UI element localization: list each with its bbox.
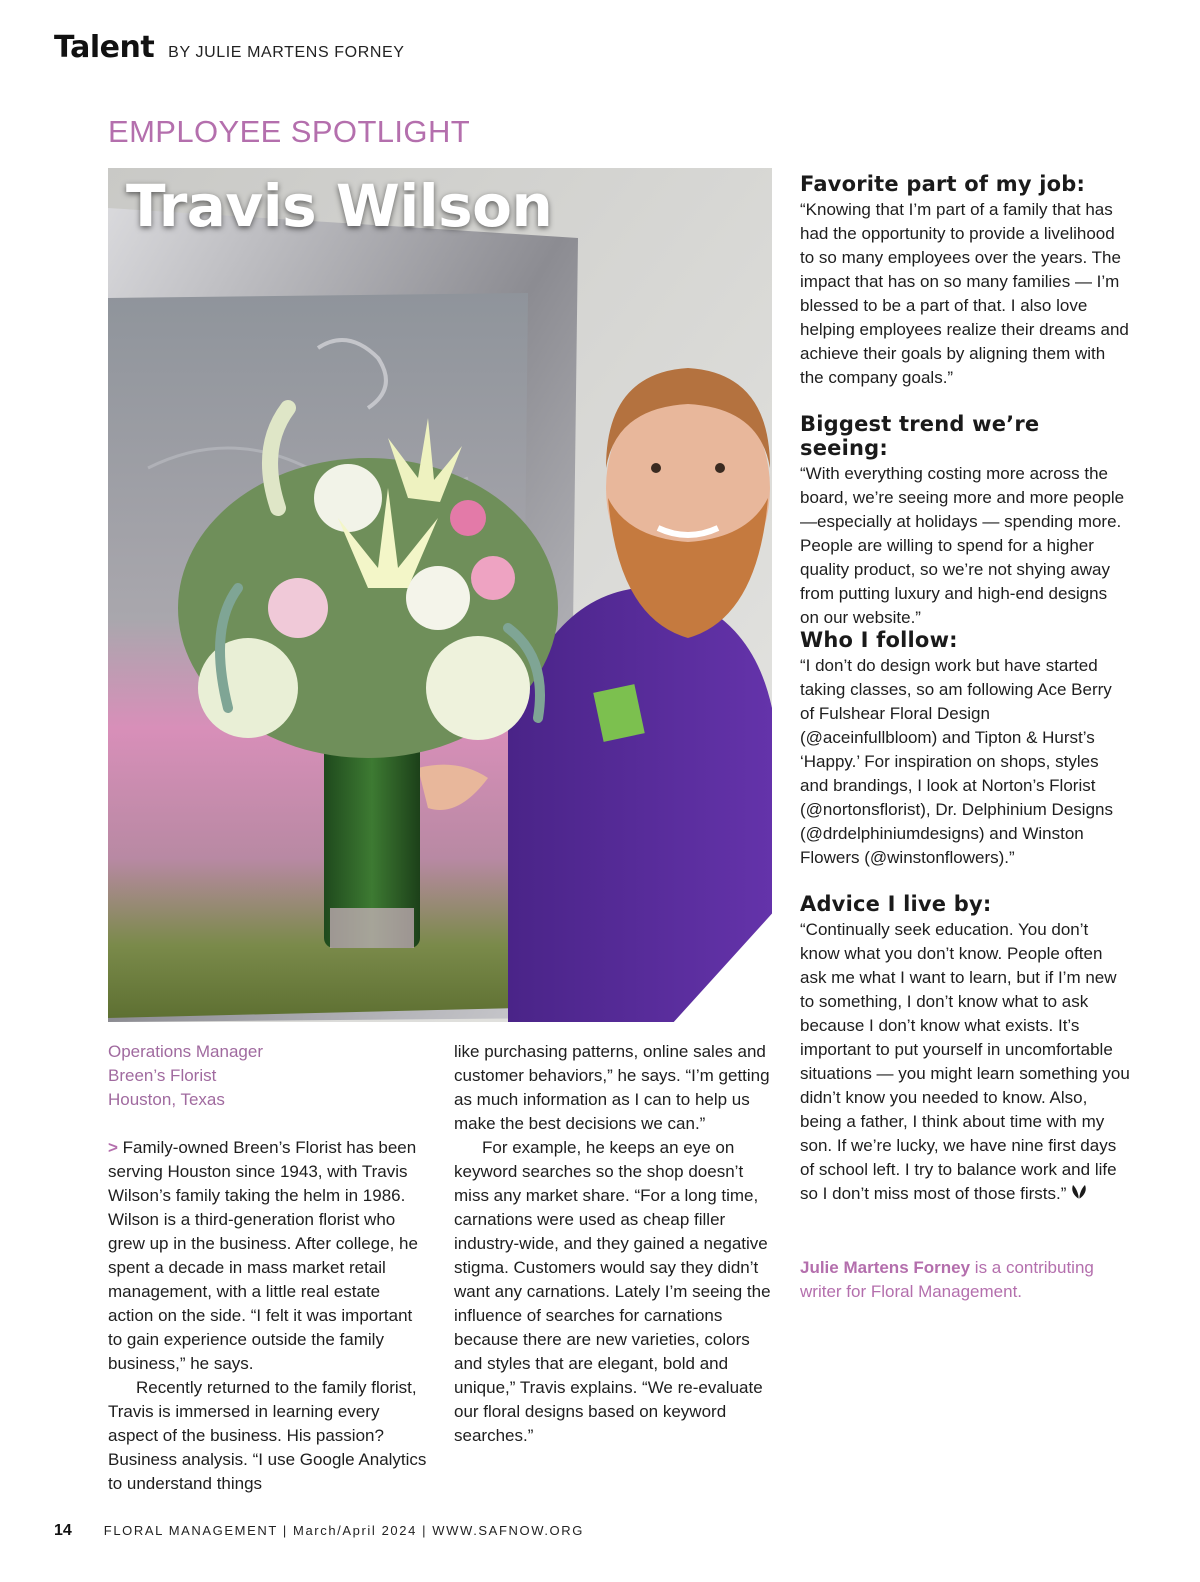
page-number: 14 <box>54 1522 72 1539</box>
end-mark-icon <box>1070 1183 1088 1201</box>
profile-photo-illustration <box>108 168 772 1022</box>
footer-text: FLORAL MANAGEMENT | March/April 2024 | WWW.SAFNOW.ORG <box>103 1523 584 1538</box>
profile-company: Breen’s Florist <box>108 1066 217 1085</box>
qa-heading: Who I follow: <box>800 628 958 652</box>
article-paragraph <box>108 1136 428 1376</box>
lead-marker: > <box>108 1138 118 1157</box>
profile-photo <box>108 168 772 1022</box>
author-name: Julie Martens Forney <box>800 1258 971 1277</box>
qa-answer: “I don’t do design work but have started taking classes, so am following Ace Berry of Fulshear Floral Design (@aceinfullbloom) and Tipton & Hurst’s ‘Happy.’ For inspiration on shops, styles and brandings, I look at Norton’s Florist (@nortonsflorist), Dr. Delphinium Designs (@drdelphiniumdesigns) and Winston Flowers (@winstonflowers).” <box>800 656 1113 867</box>
page-footer <box>54 1522 584 1540</box>
paragraph-text: Family-owned Breen’s Florist has been serving Houston since 1943, with Travis Wilson’s family taking the helm in 1986. Wilson is a third-generation florist who grew up in the business. After college, he spent a decade in mass market retail management, with a little real estate action on the side. “I felt it was important to gain experience outside the family business,” he says. <box>108 1138 418 1373</box>
author-bio-text: is a contributing writer for Floral Management. <box>800 1258 1094 1301</box>
article-column-1 <box>108 1136 428 1496</box>
qa-heading: Favorite part of my job: <box>800 172 1086 196</box>
profile-location: Houston, Texas <box>108 1090 225 1109</box>
qa-block <box>800 172 1130 390</box>
qa-answer: “Knowing that I’m part of a family that has had the opportunity to provide a livelihood to so many employees over the years. The impact that has on so many families — I’m blessed to be a part of that. I also love helping employees realize their dreams and achieve their goals by aligning them with the company goals.” <box>800 200 1129 387</box>
qa-answer: “With everything costing more across the board, we’re seeing more and more people —especially at holidays — spending more. People are willing to spend for a higher quality product, so we’re not shying away from putting luxury and high-end designs on our website.” <box>800 464 1125 627</box>
qa-heading: Advice I live by: <box>800 892 992 916</box>
article-column-2 <box>454 1040 774 1448</box>
article-paragraph: Recently returned to the family florist, Travis is immersed in learning every aspect of the business. His passion? Business analysis. “I use Google Analytics to understand things <box>108 1378 427 1493</box>
profile-title: Operations Manager <box>108 1042 263 1061</box>
section-header <box>54 30 405 65</box>
qa-block <box>800 628 1130 870</box>
kicker-title: EMPLOYEE SPOTLIGHT <box>108 114 471 149</box>
profile-meta <box>108 1040 438 1112</box>
author-bio <box>800 1256 1130 1304</box>
qa-block <box>800 892 1130 1206</box>
qa-answer-text: “Continually seek education. You don’t know what you don’t know. People often ask me what I want to learn, but if I’m new to something, I don’t know what to ask because I don’t know what exists. It’s important to put yourself in uncomfortable situations — you might learn something you didn’t know you needed to know. Also, being a father, I think about time with my son. If we’re lucky, we have nine first days of school left. I try to balance work and life so I don’t miss most of those firsts.” <box>800 920 1130 1203</box>
article-paragraph: For example, he keeps an eye on keyword searches so the shop doesn’t miss any market share. “For a long time, carnations were used as cheap filler industry-wide, and they gained a negative stigma. Customers would say they didn’t want any carnations. Lately I’m seeing the influence of searches for carnations because there are new varieties, colors and styles that are elegant, bold and unique,” Travis explains. “We re-evaluate our floral designs based on keyword searches.” <box>454 1138 771 1445</box>
qa-block <box>800 412 1130 630</box>
qa-heading: Biggest trend we’re seeing: <box>800 412 1040 460</box>
section-name: Talent <box>54 30 155 65</box>
qa-answer <box>800 918 1130 1206</box>
byline: BY JULIE MARTENS FORNEY <box>168 44 405 61</box>
profile-name: Travis Wilson <box>126 172 553 240</box>
article-paragraph: like purchasing patterns, online sales and customer behaviors,” he says. “I’m getting as much information as I can to help us make the best decisions we can.” <box>454 1042 770 1133</box>
